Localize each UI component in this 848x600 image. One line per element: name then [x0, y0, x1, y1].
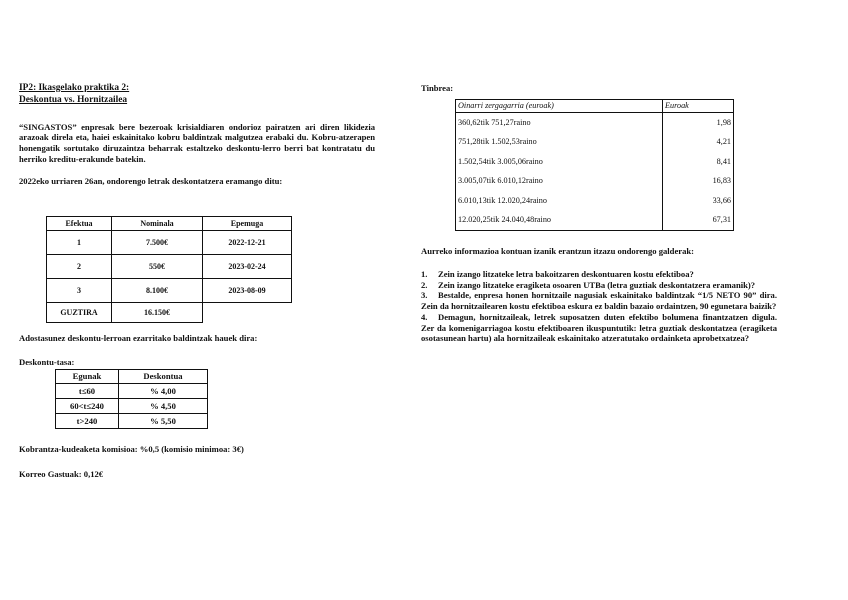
table-row [56, 384, 208, 399]
commission-text: Kobrantza-kudeaketa komisioa: %0,5 (komisio minimoa: 3€) [19, 444, 244, 454]
stamp-header-amount: Euroak [663, 100, 734, 113]
question-item [421, 280, 777, 291]
right-column [421, 83, 779, 344]
rate-days: t>240 [56, 414, 119, 429]
stamp-amount: 67,31 [663, 211, 734, 231]
table-row [47, 255, 292, 279]
rate-discount: % 4,50 [119, 399, 208, 414]
rate-header-egunak: Egunak [56, 370, 119, 384]
table-row [56, 399, 208, 414]
effect-number: 2 [47, 255, 112, 279]
question-item [421, 312, 777, 344]
rate-days: t≤60 [56, 384, 119, 399]
stamp-base: 12.020,25tik 24.040,48raino [456, 211, 663, 231]
stamp-amount: 33,66 [663, 191, 734, 211]
intro-paragraph: “SINGASTOS” enpresak bere bezeroak krisialdiaren ondorioz pairatzen ari diren likidezia arazoak direla eta, haiei eskainitako kobru baldintzak malgutzea erabaki du. Kobru-atzerapen honengatik sortutako diruzaintza beharrak estaltzeko deskontu-lerro berri bat kontratatu du herriko kreditu-erakunde batekin. [19, 121, 375, 164]
effects-total-value: 16.150€ [112, 303, 203, 323]
question-item [421, 290, 777, 311]
rate-title: Deskontu-tasa: [19, 357, 75, 367]
table-row [56, 414, 208, 429]
effect-maturity: 2022-12-21 [203, 231, 292, 255]
rate-table [55, 369, 208, 429]
conditions-intro: Adostasunez deskontu-lerroan ezarritako baldintzak hauek dira: [19, 333, 258, 343]
effects-table-header [47, 217, 292, 231]
effects-total-label: GUZTIRA [47, 303, 112, 323]
stamp-amount: 8,41 [663, 152, 734, 172]
table-row [456, 172, 734, 192]
stamp-amount: 16,83 [663, 172, 734, 192]
question-number: 3. [421, 290, 428, 301]
rate-days: 60<t≤240 [56, 399, 119, 414]
question-text: Zein izango litzateke eragiketa osoaren UTBa (letra guztiak deskontatzera eramanik)? [438, 279, 756, 290]
question-text: Demagun, hornitzaileak, letrek suposatzen duten efektibo bolumena finantzatzen digula. Zer da komenigarriagoa kostu efektiboaren ikuspuntutik: letra guztiak deskontatzea (eragiketa osotasunean hartu) ala hornitzaileak eskainitako atzeratutako ordainketa aprobetxatzea? [421, 311, 777, 344]
effect-maturity: 2023-02-24 [203, 255, 292, 279]
rate-table-header [56, 370, 208, 384]
effect-nominal: 550€ [112, 255, 203, 279]
stamp-base: 3.005,07tik 6.010,12raino [456, 172, 663, 192]
stamp-table [455, 99, 734, 231]
question-number: 1. [421, 269, 428, 279]
stamp-amount: 4,21 [663, 133, 734, 153]
questions-intro: Aurreko informazioa kontuan izanik erantzun itzazu ondorengo galderak: [421, 246, 695, 256]
effects-header-epemuga: Epemuga [203, 217, 292, 231]
stamp-title: Tinbrea: [421, 83, 454, 93]
effect-number: 1 [47, 231, 112, 255]
empty-cell [203, 303, 292, 323]
stamp-base: 6.010,13tik 12.020,24raino [456, 191, 663, 211]
question-item [421, 269, 777, 280]
effects-header-efektua: Efektua [47, 217, 112, 231]
effects-table [46, 216, 292, 323]
effect-number: 3 [47, 279, 112, 303]
question-text: Zein izango litzateke letra bakoitzaren deskontuaren kostu efektiboa? [438, 269, 694, 279]
rate-discount: % 5,50 [119, 414, 208, 429]
stamp-base: 1.502,54tik 3.005,06raino [456, 152, 663, 172]
stamp-base: 751,28tik 1.502,53raino [456, 133, 663, 153]
question-text: Bestalde, enpresa honen hornitzaile nagusiak eskainitako baldintzak “1/5 NETO 90” dira. Zein da hornitzailearen kostu efektiboa eskura ez baldin bazaio ordaintzen, 90 egunetara baizik? [421, 290, 777, 312]
page-title-line1: IP2: Ikasgelako praktika 2: [19, 83, 130, 93]
question-number: 2. [421, 279, 428, 290]
table-row [47, 231, 292, 255]
page-title-line2: Deskontua vs. Hornitzailea [19, 94, 128, 105]
stamp-header-base: Oinarri zergagarria (euroak) [456, 100, 663, 113]
effects-total-row [47, 303, 292, 323]
rate-discount: % 4,00 [119, 384, 208, 399]
effect-maturity: 2023-08-09 [203, 279, 292, 303]
table-row [456, 211, 734, 231]
effects-header-nominala: Nominala [112, 217, 203, 231]
stamp-table-header [456, 100, 734, 113]
stamp-amount: 1,98 [663, 113, 734, 133]
table-row [47, 279, 292, 303]
table-row [456, 133, 734, 153]
left-column [19, 83, 375, 479]
question-number: 4. [421, 311, 428, 322]
effect-nominal: 8.100€ [112, 279, 203, 303]
stamp-base: 360,62tik 751,27raino [456, 113, 663, 133]
table-row [456, 113, 734, 133]
postal-costs-text: Korreo Gastuak: 0,12€ [19, 469, 104, 479]
table-row [456, 191, 734, 211]
questions-list [421, 269, 777, 344]
rate-header-deskontua: Deskontua [119, 370, 208, 384]
table-row [456, 152, 734, 172]
effect-nominal: 7.500€ [112, 231, 203, 255]
effects-intro: 2022eko urriaren 26an, ondorengo letrak deskontatzera eramango ditu: [19, 176, 283, 187]
